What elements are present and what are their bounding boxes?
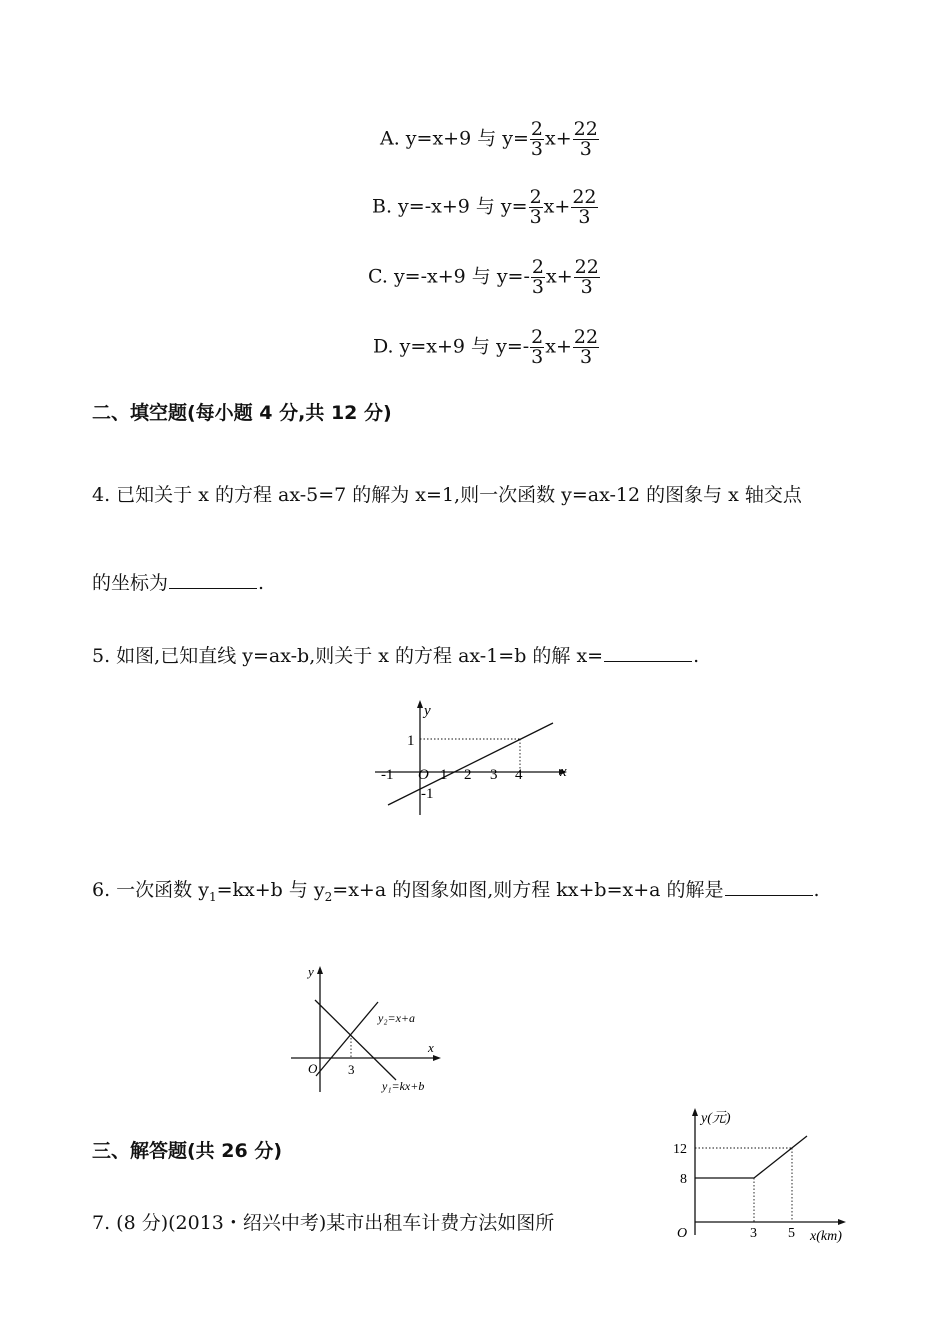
fig7-y-arrow xyxy=(692,1108,698,1116)
figure-q5 xyxy=(370,695,580,820)
figure-q7 xyxy=(665,1100,865,1248)
fig6-origin: O xyxy=(308,1061,318,1076)
figure-q6 xyxy=(288,960,453,1100)
q5-answer-blank xyxy=(604,645,692,662)
option-b-prefix: B. y=-x+9 与 y= xyxy=(372,195,528,218)
fig6-y-label: y xyxy=(308,964,314,979)
fig5-x-tick-1: 1 xyxy=(440,767,448,783)
fig7-y-label: y(元) xyxy=(701,1111,731,1126)
fig6-x-label: x xyxy=(428,1040,434,1055)
q5-text xyxy=(92,641,699,668)
fig5-origin: O xyxy=(418,767,429,783)
q6-answer-blank xyxy=(725,879,813,896)
fig5-y-tick-neg1: -1 xyxy=(421,786,434,802)
fig7-fare-line xyxy=(695,1136,807,1178)
option-d-prefix: D. y=x+9 与 y=- xyxy=(373,335,530,358)
option-d-mid: x+ xyxy=(545,335,572,358)
option-b-frac2: $\frac{22}{3}$ xyxy=(572,186,597,228)
q6-text xyxy=(92,875,820,904)
fig6-label-y2: y₂=x+a xyxy=(378,1011,416,1025)
fig5-y-tick-1: 1 xyxy=(407,733,415,749)
fig7-x-arrow xyxy=(838,1219,846,1225)
q6-text-c: =x+a 的图象如图,则方程 kx+b=x+a 的解是 xyxy=(332,879,724,901)
fig5-y-label: y xyxy=(424,703,431,719)
fig7-y-tick-8: 8 xyxy=(680,1172,687,1187)
fig6-x-tick-3: 3 xyxy=(348,1062,355,1077)
fig5-x-tick-2: 2 xyxy=(464,767,472,783)
fig7-x-label: x(km) xyxy=(810,1229,842,1244)
option-c-mid: x+ xyxy=(545,265,573,288)
q6-sub-1: 1 xyxy=(208,889,217,904)
q6-text-b: =kx+b 与 y xyxy=(216,879,325,901)
option-b-mid: x+ xyxy=(543,195,571,218)
option-a-mid: x+ xyxy=(545,127,572,150)
fig5-x-tick-neg1: -1 xyxy=(381,767,394,783)
option-c xyxy=(368,258,601,297)
option-a xyxy=(380,120,600,159)
fig6-y-arrow xyxy=(317,966,323,974)
q4-line2-text: 的坐标为 xyxy=(92,572,169,594)
option-d xyxy=(373,328,600,367)
fig7-y-tick-12: 12 xyxy=(673,1142,687,1157)
option-d-frac2: $\frac{22}{3}$ xyxy=(573,326,599,368)
option-c-frac2: $\frac{22}{3}$ xyxy=(574,256,599,298)
option-d-frac1: $\frac{2}{3}$ xyxy=(531,326,544,368)
option-c-prefix: C. y=-x+9 与 y=- xyxy=(368,265,530,288)
option-a-frac2: $\frac{22}{3}$ xyxy=(573,118,598,160)
section-2-heading: 二、填空题(每小题 4 分,共 12 分) xyxy=(92,402,392,424)
fig5-x-label: x xyxy=(560,764,567,780)
q6-sub-2: 2 xyxy=(324,889,333,904)
fig7-x-tick-3: 3 xyxy=(750,1226,757,1241)
fig7-x-tick-5: 5 xyxy=(788,1226,795,1241)
option-a-frac1: $\frac{2}{3}$ xyxy=(530,118,544,160)
q5-text-main: 5. 如图,已知直线 y=ax-b,则关于 x 的方程 ax-1=b 的解 x= xyxy=(92,645,604,667)
option-a-prefix: A. y=x+9 与 y= xyxy=(380,127,529,150)
fig6-label-y1: y₁=kx+b xyxy=(382,1079,425,1093)
q6-text-end: . xyxy=(813,879,820,901)
q7-text: 7. (8 分)(2013・绍兴中考)某市出租车计费方法如图所 xyxy=(92,1212,555,1234)
q6-text-a: 6. 一次函数 y xyxy=(92,879,209,901)
fig6-line-y2 xyxy=(316,1002,378,1076)
q5-text-end: . xyxy=(693,645,700,667)
option-b xyxy=(372,188,599,227)
q4-line2-end: . xyxy=(258,572,265,594)
option-b-frac1: $\frac{2}{3}$ xyxy=(529,186,542,228)
fig6-x-arrow xyxy=(433,1055,441,1061)
option-c-frac1: $\frac{2}{3}$ xyxy=(531,256,544,298)
fig5-x-tick-4: 4 xyxy=(515,767,523,783)
section-3-heading: 三、解答题(共 26 分) xyxy=(92,1140,283,1162)
q4-line2 xyxy=(92,568,264,595)
fig5-x-tick-3: 3 xyxy=(490,767,498,783)
q4-answer-blank xyxy=(169,572,257,589)
fig5-y-arrow xyxy=(417,700,423,708)
fig7-origin: O xyxy=(677,1226,688,1241)
q4-line1: 4. 已知关于 x 的方程 ax-5=7 的解为 x=1,则一次函数 y=ax-12 的图象与 x 轴交点 xyxy=(92,484,802,506)
